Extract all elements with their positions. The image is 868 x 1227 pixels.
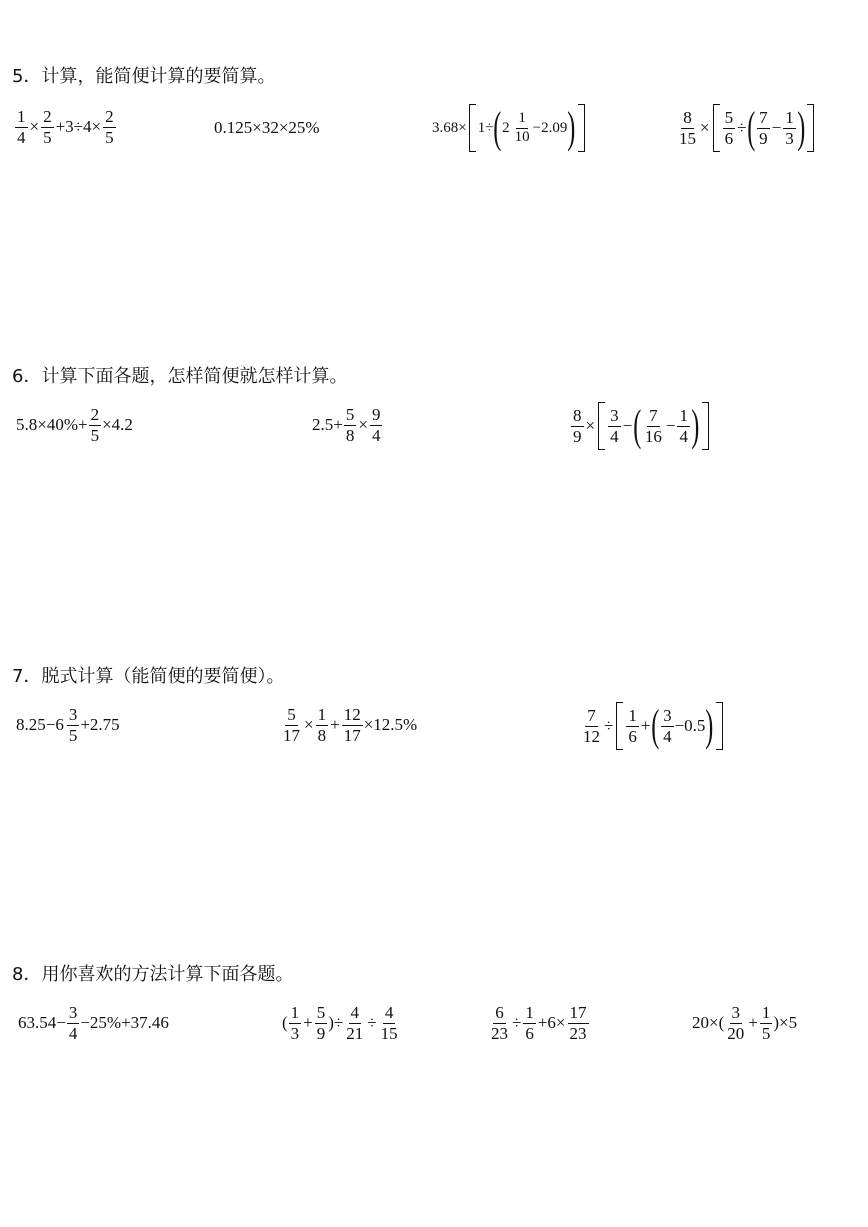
- problem-8-3: $\frac{6}{23}$ ÷ $\frac{1}{6}$ +6× $\frac{17}{23}$: [491, 1003, 587, 1043]
- problem-7-1: 8.25− 6 $\frac{3}{5}$ +2.75: [16, 705, 120, 745]
- problem-6-3: $\frac{8}{9}$ × $\frac{3}{4}$ − ( $\frac{7}{16}$ − $\frac{1}{4}$ ): [570, 402, 711, 450]
- section-7-heading: 7．脱式计算（能简便的要简便）。: [12, 666, 285, 687]
- mixed-number: 2 $\frac{1}{10}$: [502, 109, 530, 145]
- fraction: $\frac{2}{5}$: [43, 107, 52, 147]
- problem-6-1: 5.8×40%+ $\frac{2}{5}$ ×4.2: [16, 405, 133, 445]
- section-6-heading: 6．计算下面各题，怎样简便就怎样计算。: [12, 366, 348, 387]
- problem-8-4: 20×( $\frac{3}{20}$ + $\frac{1}{5}$ )×5: [692, 1003, 798, 1043]
- problem-8-1: 63.54− $\frac{3}{4}$ −25%+37.46: [18, 1003, 169, 1043]
- problem-5-4: $\frac{8}{15}$ × $\frac{5}{6}$ ÷ ( $\frac{7}{9}$ − $\frac{1}{3}$ ): [676, 104, 816, 152]
- section-5-heading: 5．计算，能简便计算的要简算。: [12, 66, 276, 87]
- problem-5-2: 0.125×32×25%: [214, 118, 320, 137]
- problem-7-2: $\frac{5}{17}$ × $\frac{1}{8}$ + $\frac{12}{17}$ ×12.5%: [283, 705, 418, 745]
- problem-7-3: $\frac{7}{12}$ ÷ $\frac{1}{6}$ + ( $\frac{3}{4}$ −0.5 ): [580, 702, 725, 750]
- fraction: $\frac{2}{5}$: [105, 107, 114, 147]
- problem-5-3: 3.68× 1÷ ( 2 $\frac{1}{10}$ −2.09 ): [432, 104, 587, 152]
- problem-6-2: 2.5+ $\frac{5}{8}$ × $\frac{9}{4}$: [312, 405, 381, 445]
- problem-5-1: $\frac{1}{4}$ × $\frac{2}{5}$ +3÷4× $\frac{2}{5}$: [17, 107, 114, 147]
- problem-8-2: ( $\frac{1}{3}$ + $\frac{5}{9}$ )÷ $\frac{4}{21}$ ÷ $\frac{4}{15}$: [282, 1003, 398, 1043]
- fraction: $\frac{1}{4}$: [17, 107, 26, 147]
- section-8-heading: 8．用你喜欢的方法计算下面各题。: [12, 964, 294, 985]
